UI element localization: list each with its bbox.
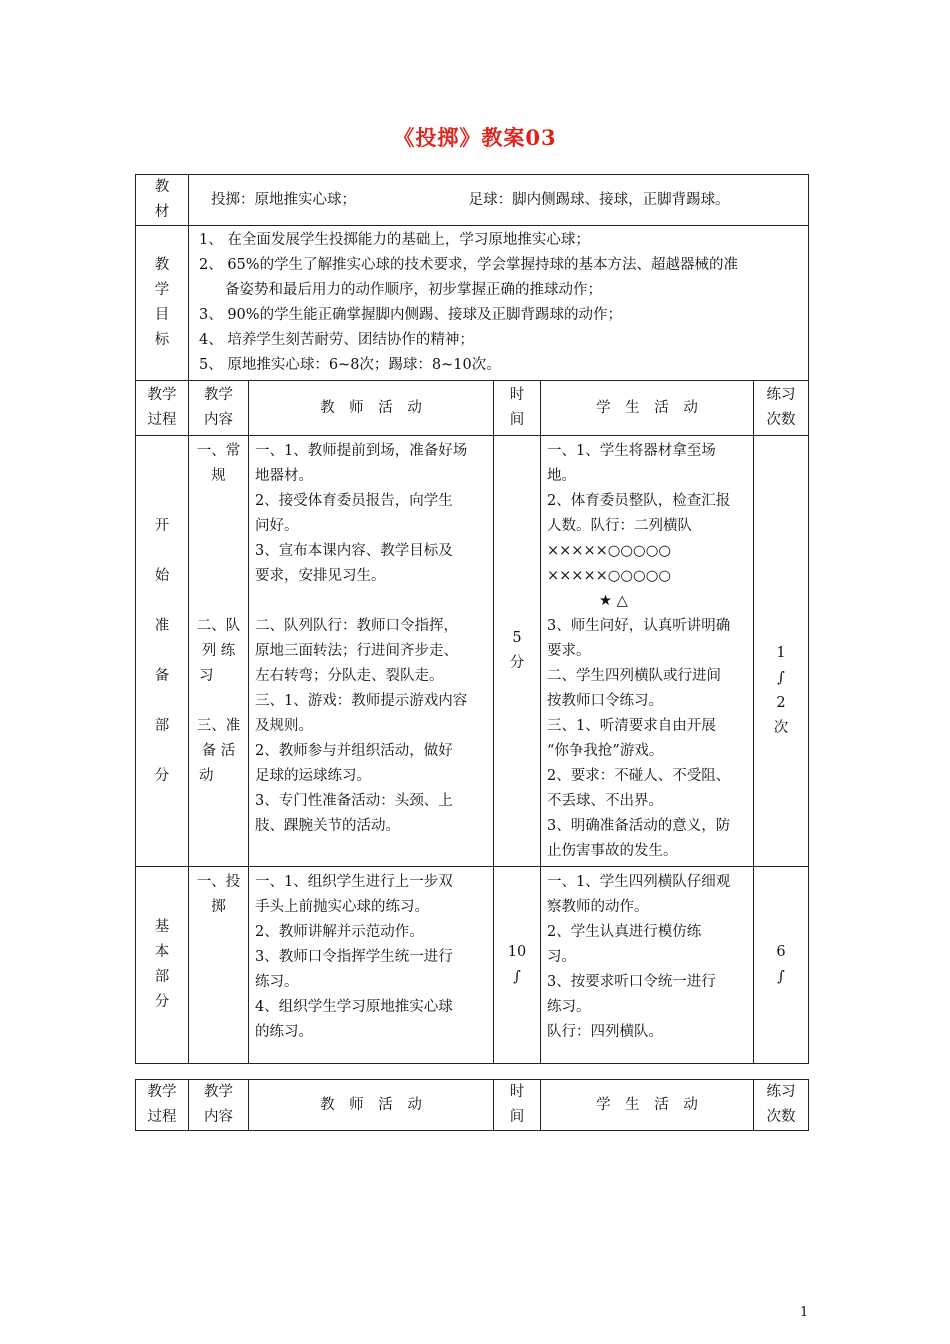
header-reps: 练习 次数: [754, 381, 809, 436]
formation-markers: ★ △: [599, 593, 628, 609]
objectives-row: [136, 226, 809, 381]
continuation-header-table: [135, 1079, 809, 1131]
basic-reps: 6 ∫: [754, 867, 809, 1064]
basic-student-activities: 一、1、学生四列横队仔细观 察教师的动作。 2、学生认真进行模仿练 习。 3、按要求听口令统一进行 练习。 队行：四列横队。: [541, 867, 754, 1064]
header-process: 教学 过程: [136, 381, 189, 436]
lesson-plan-table: [135, 174, 809, 1064]
materials-content: [189, 175, 809, 226]
materials-throwing: 投掷：原地推实心球；: [211, 191, 356, 208]
page-number: 1: [800, 1305, 809, 1320]
header-teacher: 教 师 活 动: [249, 1080, 494, 1131]
basic-section-row: [136, 867, 809, 1064]
objective-line: 2、 65%的学生了解推实心球的技术要求，学会掌握持球的基本方法、超越器械的准: [199, 257, 739, 273]
materials-row: [136, 175, 809, 226]
header-content: 教学 内容: [189, 1080, 249, 1131]
objective-line: 4、 培养学生刻苦耐劳、团结协作的精神；: [199, 332, 474, 348]
objectives-content: [189, 226, 809, 381]
header-teacher: 教 师 活 动: [249, 381, 494, 436]
formation-row: ×××××○○○○○: [547, 543, 672, 559]
header-time: 时 间: [494, 381, 541, 436]
formation-row: ×××××○○○○○: [547, 568, 672, 584]
continuation-header-row: [136, 1080, 809, 1131]
basic-stage-label: 基 本 部 分: [136, 867, 189, 1064]
objective-line: 5、 原地推实心球：6~8次；踢球：8~10次。: [199, 357, 501, 373]
objective-line: 备姿势和最后用力的动作顺序，初步掌握正确的推球动作；: [225, 282, 602, 298]
start-section-row: [136, 436, 809, 867]
header-student: 学 生 活 动: [541, 1080, 754, 1131]
objectives-label: 教 学 目 标: [136, 226, 189, 381]
objective-line: 1、 在全面发展学生投掷能力的基础上，学习原地推实心球；: [199, 232, 590, 248]
start-time: 5 分: [494, 436, 541, 867]
header-student: 学 生 活 动: [541, 381, 754, 436]
objective-line: 3、 90%的学生能正确掌握脚内侧踢、接球及正脚背踢球的动作；: [199, 307, 623, 323]
basic-teacher-activities: 一、1、组织学生进行上一步双 手头上前抛实心球的练习。 2、教师讲解并示范动作。 3、教师口令指挥学生统一进行 练习。 4、组织学生学习原地推实心球 的练习。: [249, 867, 494, 1064]
basic-content: 一、投 掷: [189, 867, 249, 1064]
header-reps: 练习 次数: [754, 1080, 809, 1131]
header-time: 时 间: [494, 1080, 541, 1131]
header-content: 教学 内容: [189, 381, 249, 436]
header-process: 教学 过程: [136, 1080, 189, 1131]
materials-football: 足球：脚内侧踢球、接球，正脚背踢球。: [468, 191, 730, 208]
page-title: 《投掷》教案03: [393, 125, 557, 150]
start-reps: 1 ∫ 2 次: [754, 436, 809, 867]
header-row: [136, 381, 809, 436]
start-content: 一、常 规 二、队 列 练 习 三、准 备 活 动: [189, 436, 249, 867]
start-student-activities: 一、1、学生将器材拿至场 地。 2、体育委员整队，检查汇报 人数。队行：二列横队 ×××××○○○○○ ×××××○○○○○ ★ △ 3、师生问好，认真听讲明确 要求。 二、学生四列横队或行进间 按教师口令练习。 三、1、听清要求自由开展 “你争我抢”游戏。 2、要求：不碰人、不受阻、 不丢球、不出界。 3、明确准备活动的意义，防 止伤害事故的发生。: [541, 436, 754, 867]
materials-label: 教 材: [136, 175, 189, 226]
basic-time: 10 ∫: [494, 867, 541, 1064]
start-teacher-activities: 一、1、教师提前到场，准备好场 地器材。 2、接受体育委员报告，向学生 问好。 3、宣布本课内容、教学目标及 要求，安排见习生。 二、队列队行：教师口令指挥， 原地三面转法；行进间齐步走、 左右转弯；分队走、裂队走。 三、1、游戏：教师提示游戏内容 及规则。 2、教师参与并组织活动，做好 足球的运球练习。 3、专门性准备活动：头颈、上 肢、踝腕关节的活动。: [249, 436, 494, 867]
start-stage-label: 开 始 准 备 部 分: [136, 436, 189, 867]
